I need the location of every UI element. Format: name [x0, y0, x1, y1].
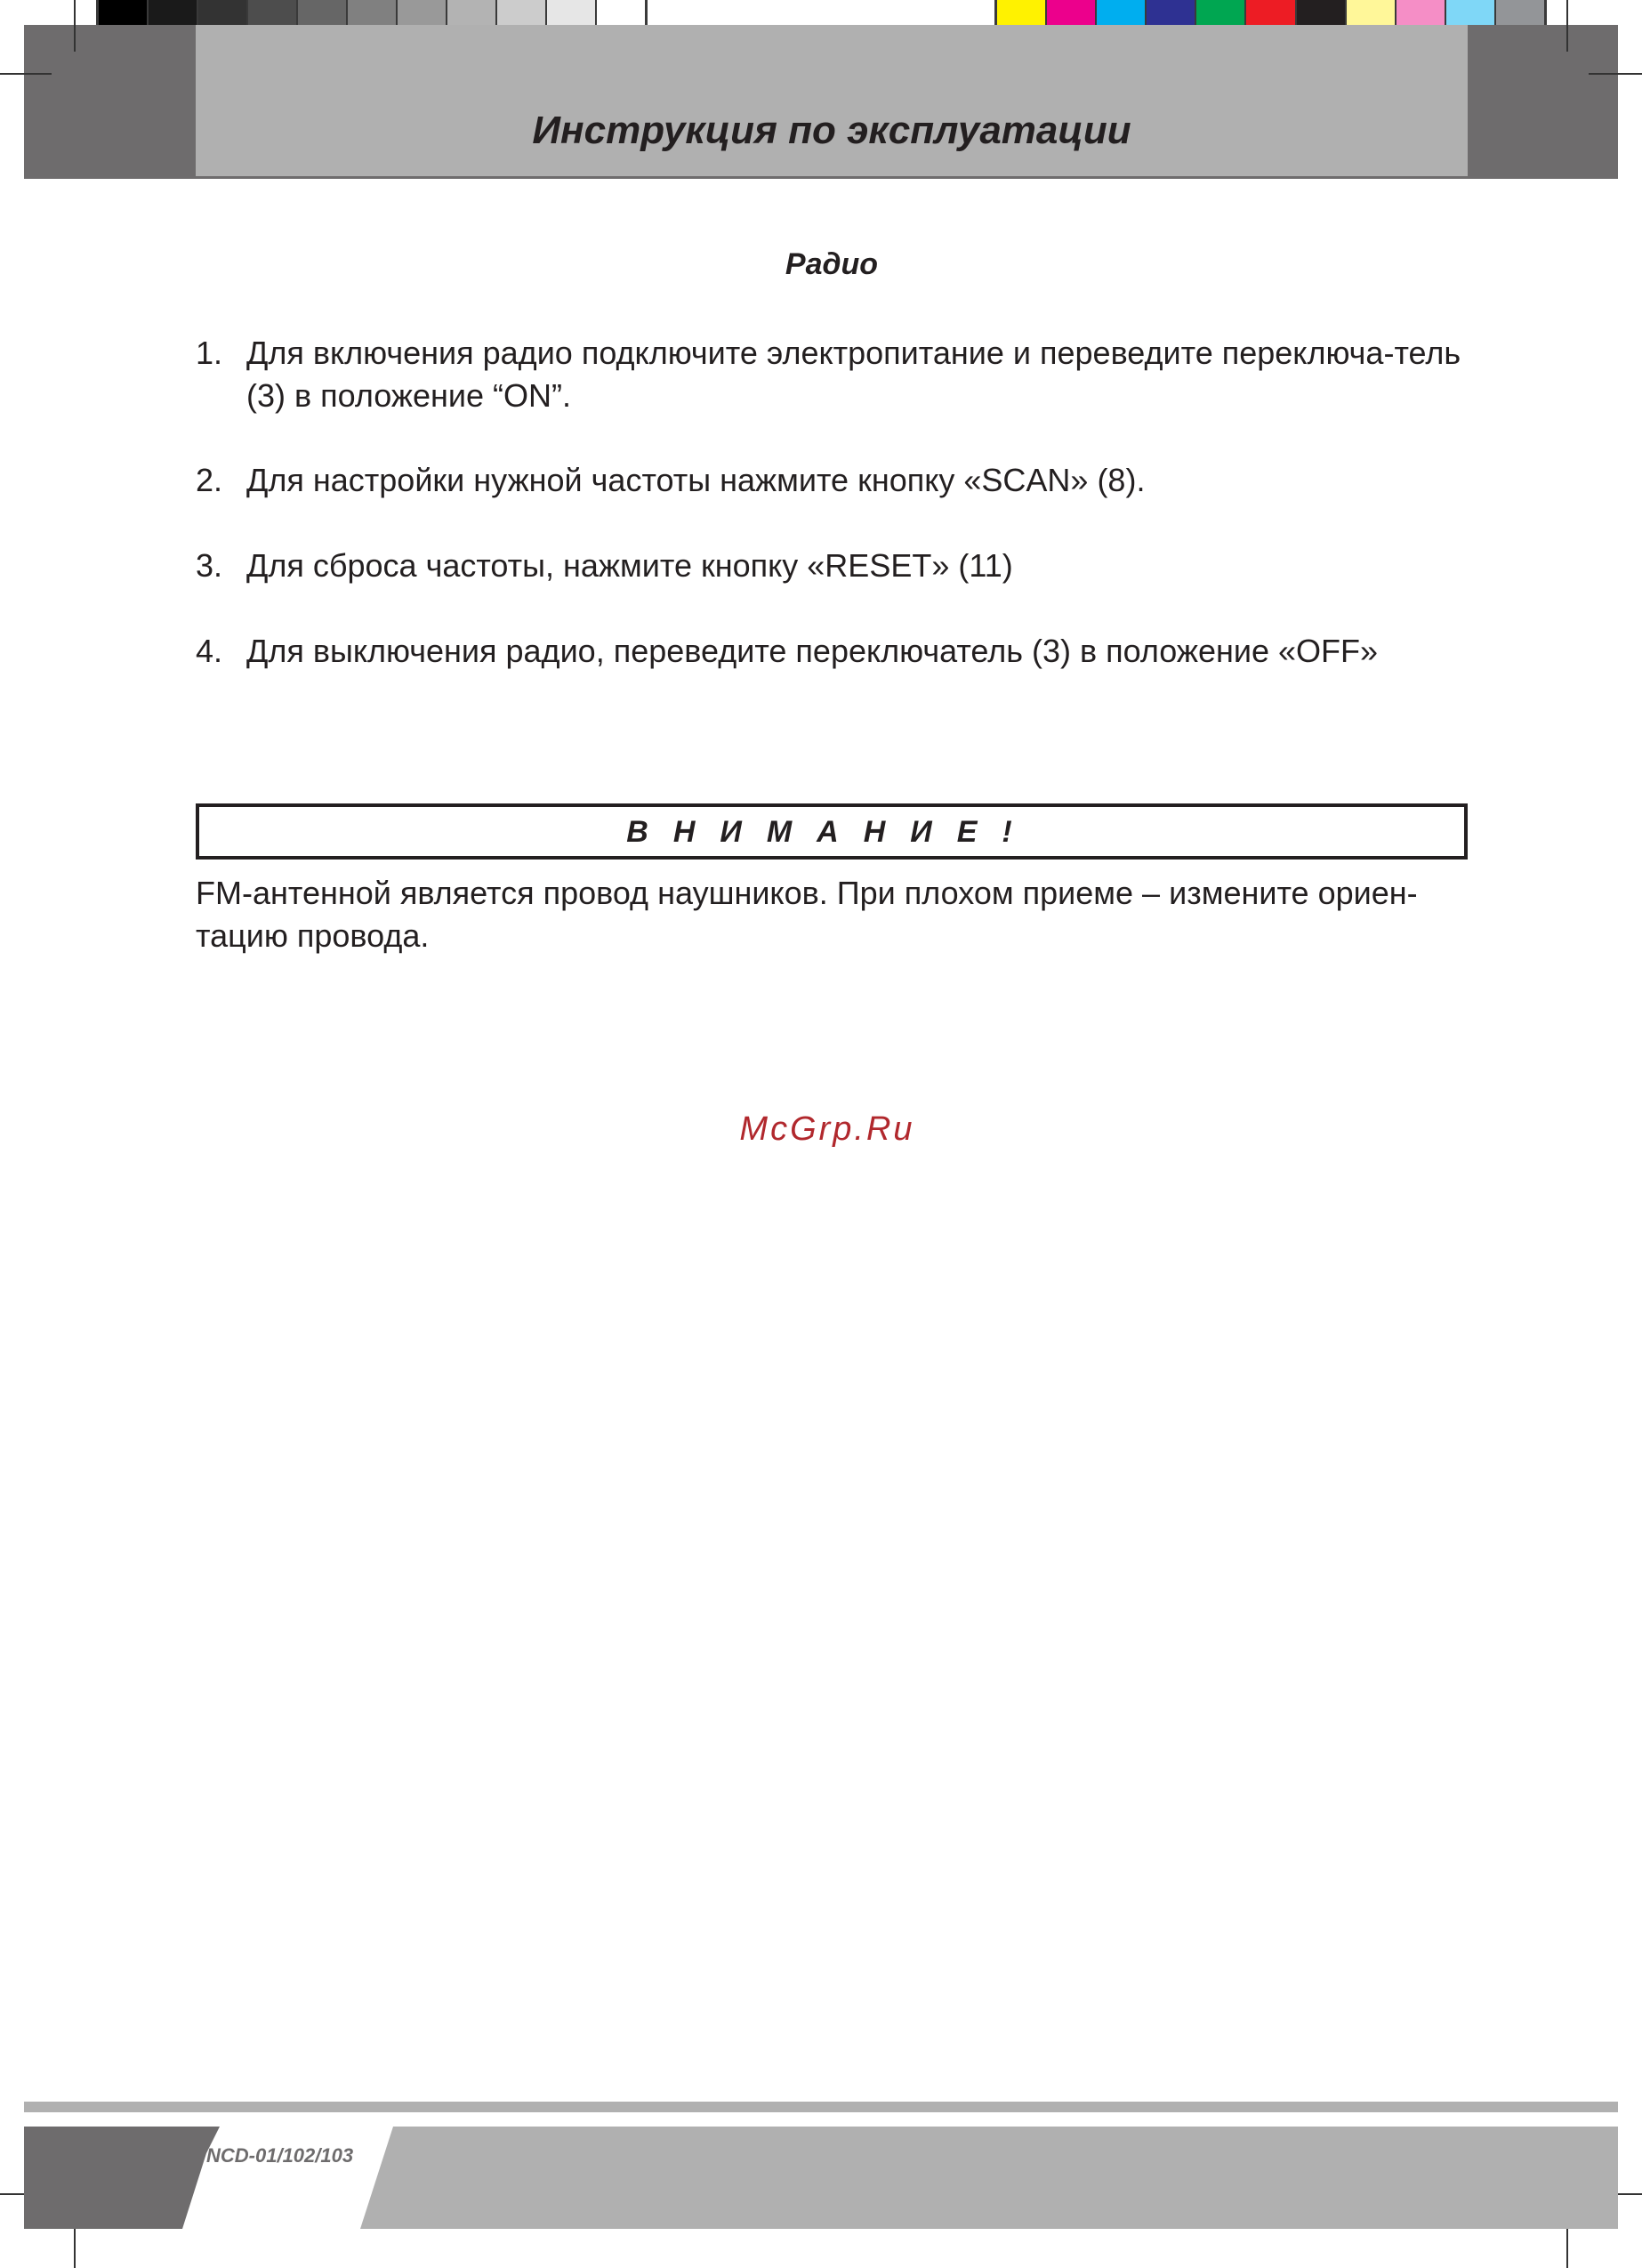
- crop-mark: [74, 0, 76, 52]
- list-item: [196, 459, 1468, 502]
- list-item-text: Для включения радио подключите электропитание и переведите переключа-тель (3) в положение “ON”.: [246, 335, 1461, 414]
- list-item: [196, 545, 1468, 587]
- page-header-title: Инструкция по эксплуатации: [532, 109, 1131, 152]
- warning-heading: ВНИМАНИЕ!: [196, 803, 1468, 860]
- list-item-number: 3.: [196, 547, 223, 584]
- footer-light-band: [360, 2127, 1618, 2229]
- footer-dark-block: [24, 2127, 220, 2229]
- footer-model-number: NCD-01/102/103: [206, 2144, 354, 2167]
- watermark: McGrp.Ru: [739, 1110, 915, 1148]
- header-band: [196, 25, 1468, 176]
- list-item: [196, 630, 1468, 673]
- list-item-text: Для сброса частоты, нажмите кнопку «RESET» (11): [246, 547, 1013, 584]
- crop-mark: [1589, 73, 1642, 75]
- header-rule: [24, 176, 1618, 179]
- footer-rule: [24, 2102, 1618, 2112]
- crop-mark: [1566, 0, 1568, 52]
- header-dark-block-right: [1468, 25, 1618, 178]
- list-item: [196, 332, 1468, 417]
- crop-mark: [0, 73, 52, 75]
- list-item-text: Для настройки нужной частоты нажмите кнопку «SCAN» (8).: [246, 462, 1146, 498]
- list-item-number: 2.: [196, 462, 223, 498]
- list-item-number: 4.: [196, 633, 223, 669]
- list-item-text: Для выключения радио, переведите переключатель (3) в положение «OFF»: [246, 633, 1379, 669]
- list-item-number: 1.: [196, 335, 223, 371]
- warning-text: FM-антенной является провод наушников. При плохом приеме – измените ориен-тацию провода.: [196, 875, 1418, 954]
- section-title: Радио: [785, 247, 879, 281]
- footer-shapes: [0, 2118, 1642, 2242]
- header-dark-block-left: [24, 25, 196, 178]
